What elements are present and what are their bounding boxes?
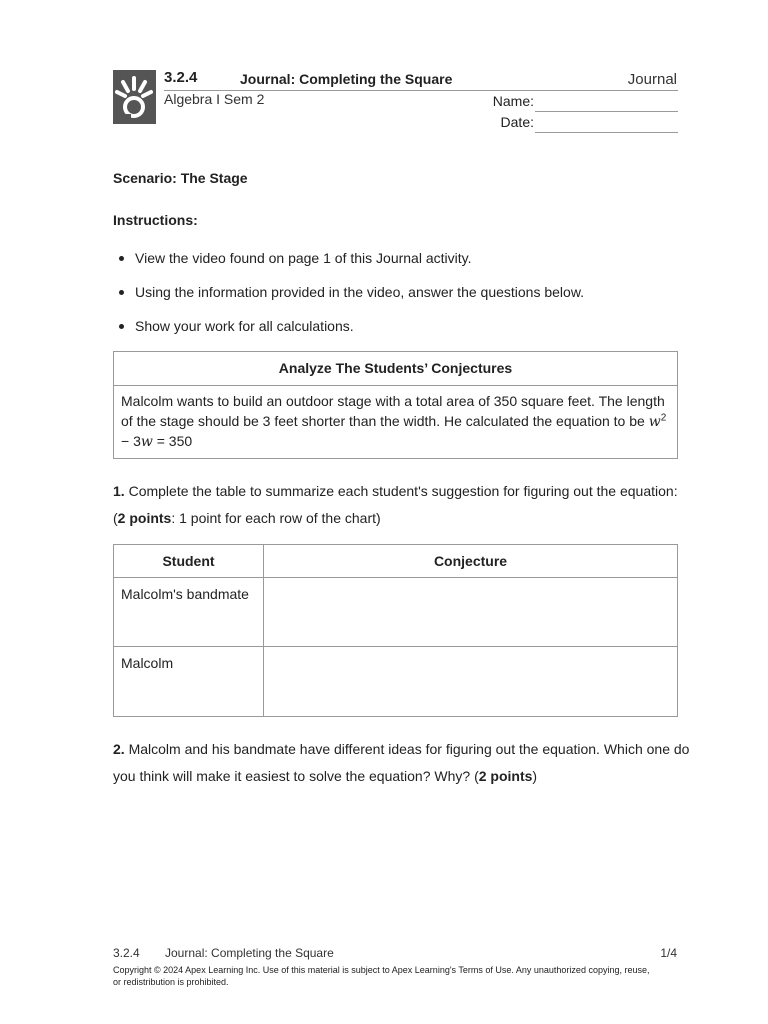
conjecture-answer-cell[interactable]: [264, 578, 678, 647]
question-number: 1.: [113, 483, 125, 499]
table-row: [114, 578, 678, 647]
instruction-item: View the video found on page 1 of this Journal activity.: [113, 250, 673, 284]
student-cell: Malcolm's bandmate: [114, 578, 264, 647]
footer-lesson-number: 3.2.4: [113, 946, 140, 960]
conjectures-box: [113, 351, 678, 459]
conjecture-table: [113, 544, 678, 717]
instructions-heading: Instructions:: [113, 212, 198, 228]
journal-title: Journal: Completing the Square: [240, 71, 453, 87]
date-label: Date:: [500, 114, 534, 130]
question-2: 2. Malcolm and his bandmate have different ideas for figuring out the equation. Which one do you think will make it easiest to solve the equation? Why? (2 points): [113, 741, 690, 784]
scenario-text: [114, 386, 677, 459]
name-field-line[interactable]: [535, 111, 678, 112]
copyright-notice: Copyright © 2024 Apex Learning Inc. Use of this material is subject to Apex Learning's Terms of Use. Any unauthorized copying, reuse, or redistribution is prohibited.: [113, 965, 650, 987]
student-cell: Malcolm: [114, 647, 264, 717]
footer-title: Journal: Completing the Square: [165, 946, 334, 960]
lesson-number: 3.2.4: [164, 69, 198, 86]
column-header-student: Student: [114, 545, 264, 578]
instructions-list: [113, 250, 673, 352]
scenario-heading: Scenario: The Stage: [113, 170, 248, 186]
instruction-item: Using the information provided in the video, answer the questions below.: [113, 284, 673, 318]
scenario-description: Malcolm wants to build an outdoor stage with a total area of 350 square feet. The length of the stage should be 3 feet shorter than the width. He calculated the equation to be: [121, 393, 665, 429]
document-type: Journal: [627, 71, 677, 88]
name-label: Name:: [492, 93, 534, 109]
points-label: 2 points: [478, 768, 533, 784]
question-number: 2.: [113, 741, 125, 757]
conjecture-answer-cell[interactable]: [264, 647, 678, 717]
apex-logo-icon: [113, 70, 156, 124]
page-number: 1/4: [660, 946, 677, 960]
column-header-conjecture: Conjecture: [264, 545, 678, 578]
points-label: 2 points: [117, 510, 172, 526]
table-row: [114, 647, 678, 717]
date-field-line[interactable]: [535, 132, 678, 133]
question-1: 1. Complete the table to summarize each student's suggestion for figuring out the equation: (2 points: 1 point for each row of the chart): [113, 483, 678, 526]
conjectures-heading: Analyze The Students’ Conjectures: [114, 352, 677, 386]
course-name: Algebra I Sem 2: [164, 91, 265, 107]
equation: $w^2 - 3w = 350$: [121, 411, 667, 450]
instruction-item: Show your work for all calculations.: [113, 318, 673, 352]
